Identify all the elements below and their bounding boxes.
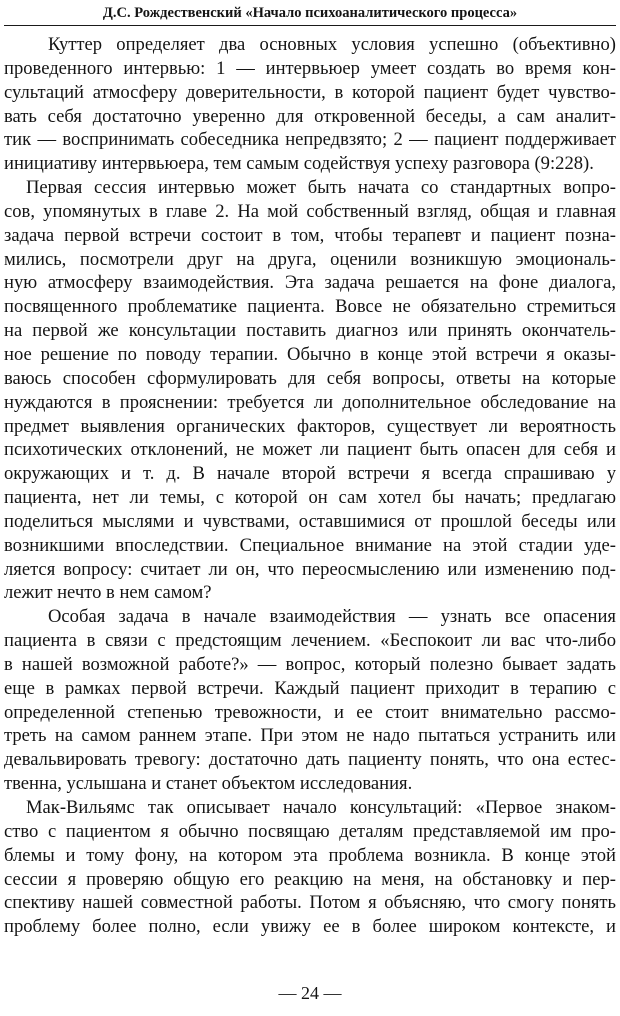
text-line: проблему более полно, если увижу ее в более широком контексте, и — [4, 916, 616, 938]
text-line: твенна, услышана и станет объектом исследования. — [4, 773, 413, 795]
text-line: сессии я проверяю общую его реакцию на меня, на обстановку и пер- — [4, 868, 616, 890]
text-line: мились, посмотрели друг на друга, оценили возникшую эмоциональ- — [4, 248, 616, 270]
header-rule — [4, 25, 616, 26]
text-line: сультаций атмосферу доверительности, в которой пациент будет чувство- — [4, 81, 616, 103]
text-line: лежит нечто в нем самом? — [4, 582, 212, 604]
text-line: вать себя достаточно уверенно для откровенной беседы, а сам аналит- — [4, 105, 616, 127]
text-line: Особая задача в начале взаимодействия — узнать все опасения — [48, 606, 616, 628]
text-line: предмет выявления органических факторов, существует ли вероятность — [4, 415, 616, 437]
text-line: девальвировать тревогу: достаточно дать пациенту понять, что она естес- — [4, 749, 616, 771]
text-line: еще в рамках первой встречи. Каждый пациент приходит в терапию с — [4, 677, 616, 699]
running-header: Д.С. Рождественский «Начало психоаналитического процесса» — [102, 5, 518, 21]
text-line: треть на самом раннем этапе. При этом не надо пытаться устранить или — [4, 725, 616, 747]
text-line: тик — воспринимать собеседника непредвзято; 2 — пациент поддерживает — [4, 129, 616, 151]
text-line: инициативу интервьюера, тем самым содействуя успеху разговора (9:228). — [4, 153, 594, 175]
text-line: в нашей возможной работе?» — вопрос, который полезно бывает задать — [4, 653, 616, 675]
text-line: нуждаются в прояснении: требуется ли дополнительное обследование на — [4, 391, 616, 413]
body-text — [4, 33, 616, 939]
text-line: психотических отклонений, не может ли пациент быть опасен для себя и — [4, 439, 616, 461]
text-line: определенной степенью тревожности, и ее стоит внимательно рассмо- — [4, 701, 616, 723]
text-line: на первой же консультации поставить диагноз или принять окончатель- — [4, 320, 616, 342]
text-line: ляется вопросу: считает ли он, что переосмыслению или изменению под- — [4, 558, 616, 580]
text-line: ное решение по поводу терапии. Обычно в конце этой встречи я оказы- — [4, 343, 616, 365]
text-line: проведенного интервью: 1 — интервьюер умеет создать во время кон- — [4, 57, 616, 79]
text-line: Мак-Вильямс так описывает начало консультаций: «Первое знаком- — [26, 797, 616, 818]
text-line: блемы и тому фону, на котором эта проблема возникла. В конце этой — [4, 844, 616, 866]
text-line: посвященного проблематике пациента. Вовсе не обязательно стремиться — [4, 296, 616, 318]
text-line: Куттер определяет два основных условия успешно (объективно) — [48, 34, 616, 55]
text-line: пациента, нет ли темы, с которой он сам хотел бы начать; предлагаю — [4, 487, 616, 509]
text-line: окружающих и т. д. В начале второй встречи я всегда спрашиваю у — [4, 463, 616, 485]
text-line: пациента в связи с предстоящим лечением. «Беспокоит ли вас что-либо — [4, 630, 616, 652]
text-line: ную атмосферу взаимодействия. Эта задача решается на фоне диалога, — [4, 272, 616, 294]
text-line: Первая сессия интервью может быть начата со стандартных вопро- — [26, 177, 616, 199]
page-number: — 24 — — [278, 983, 342, 1003]
text-line: сов, упомянутых в главе 2. На мой собственный взгляд, общая и главная — [4, 200, 616, 222]
text-line: возникшими впоследствии. Специальное внимание на этой стадии уде- — [4, 534, 616, 556]
text-line: задача первой встречи состоит в том, чтобы терапевт и пациент позна- — [4, 224, 616, 246]
text-line: спективу нашей совместной работы. Потом я объясняю, что смогу понять — [4, 892, 616, 914]
text-line: ваюсь способен сформулировать для себя вопросы, ответы на которые — [4, 367, 616, 389]
text-line: поделиться мыслями и чувствами, оставшимися от прошлой беседы или — [4, 510, 616, 532]
text-line: ство с пациентом я обычно посвящаю деталям представляемой им про- — [4, 820, 616, 842]
